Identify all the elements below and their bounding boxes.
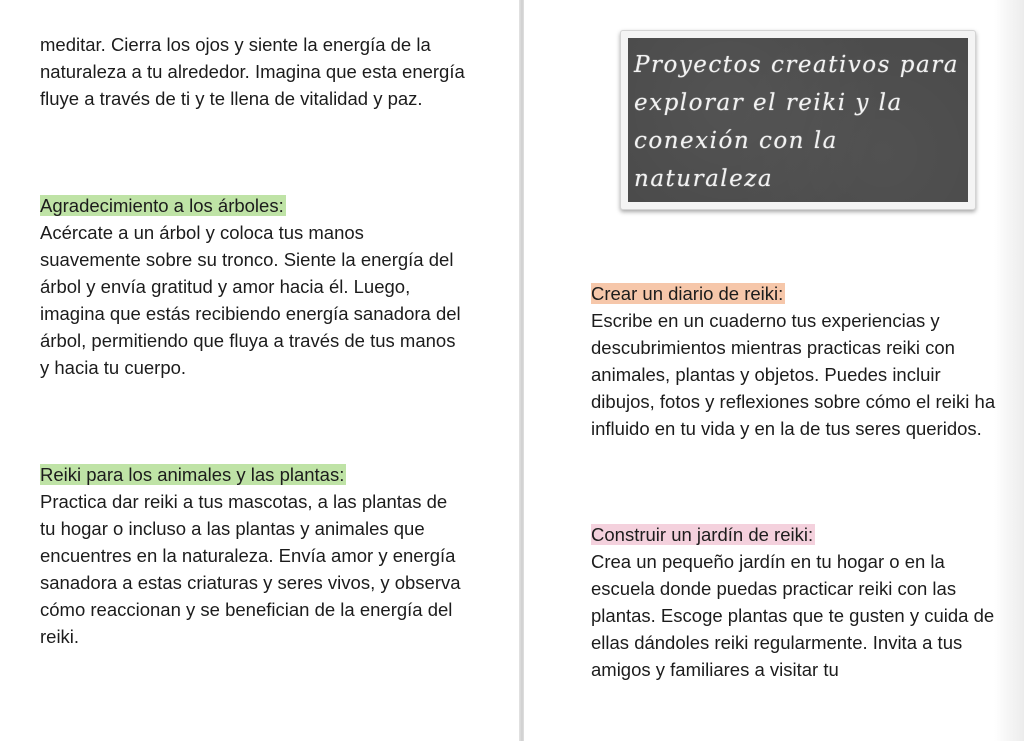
section-body: Practica dar reiki a tus mascotas, a las plantas de tu hogar o incluso a las plantas y animales que encuentres en la naturaleza. Envía amor y energía sanadora a estas criaturas y seres vivos, y observa cómo reaccionan y se benefician de la energía del reiki. (40, 491, 461, 647)
section-agradecimiento (40, 192, 465, 381)
section-body: Escribe en un cuaderno tus experiencias y descubrimientos mientras practicas reiki con animales, plantas y objetos. Puedes incluir dibujos, fotos y reflexiones sobre cómo el reiki ha influido en tu vida y en la de tus seres queridos. (591, 310, 996, 439)
chalkboard-frame (620, 30, 976, 210)
section-reiki-animales-plantas (40, 461, 465, 650)
section-heading: Construir un jardín de reiki: (591, 524, 814, 545)
chalkboard (628, 38, 968, 202)
section-heading: Agradecimiento a los árboles: (40, 195, 284, 216)
section-body: Crea un pequeño jardín en tu hogar o en la escuela donde puedas practicar reiki con las plantas. Escoge plantas que te gusten y cuida de ellas dándoles reiki regularmente. Invita a tus amigos y familiares a visitar tu (591, 551, 995, 680)
section-diario-reiki (591, 280, 1009, 442)
section-jardin-reiki (591, 521, 1009, 683)
chalkboard-title: Proyectos creativos para explorar el reiki y la conexión con la naturaleza (634, 52, 959, 192)
section-heading: Crear un diario de reiki: (591, 283, 784, 304)
intro-paragraph-block (40, 31, 465, 112)
section-body: Acércate a un árbol y coloca tus manos suavemente sobre su tronco. Siente la energía del árbol y envía gratitud y amor hacia él. Luego, imagina que estás recibiendo energía sanadora del árbol, permitiendo que fluya a través de tus manos y hacia tu cuerpo. (40, 222, 461, 378)
section-heading: Reiki para los animales y las plantas: (40, 464, 345, 485)
intro-paragraph: meditar. Cierra los ojos y siente la energía de la naturaleza a tu alrededor. Imagina que esta energía fluye a través de ti y te llena de vitalidad y paz. (40, 34, 465, 109)
